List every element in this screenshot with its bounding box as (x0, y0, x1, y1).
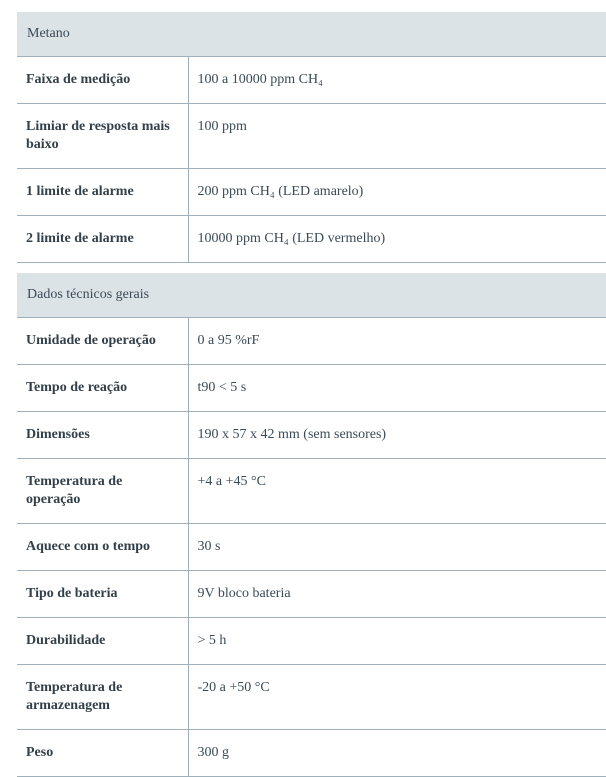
row-label: Tipo de bateria (17, 571, 188, 618)
row-value: 0 a 95 %rF (188, 318, 606, 365)
row-label: 1 limite de alarme (17, 169, 188, 216)
section-title: Metano (17, 12, 606, 57)
table-row (17, 730, 606, 777)
row-label: Dimensões (17, 412, 188, 459)
row-label: Faixa de medição (17, 57, 188, 104)
table-row (17, 665, 606, 730)
table-row (17, 524, 606, 571)
row-value: 30 s (188, 524, 606, 571)
row-value: +4 a +45 °C (188, 459, 606, 524)
spec-table-methane (17, 12, 606, 263)
row-value: 100 ppm (188, 104, 606, 169)
row-value: t90 < 5 s (188, 365, 606, 412)
section-title: Dados técnicos gerais (17, 273, 606, 318)
row-value: 10000 ppm CH₄ (LED vermelho) (188, 216, 606, 263)
table-row (17, 104, 606, 169)
spec-table-general (17, 273, 606, 777)
row-value: > 5 h (188, 618, 606, 665)
table-row (17, 571, 606, 618)
table-row (17, 618, 606, 665)
row-value: 9V bloco bateria (188, 571, 606, 618)
table-row (17, 365, 606, 412)
row-value: 300 g (188, 730, 606, 777)
row-label: Aquece com o tempo (17, 524, 188, 571)
row-value: 200 ppm CH₄ (LED amarelo) (188, 169, 606, 216)
row-label: Durabilidade (17, 618, 188, 665)
table-row (17, 412, 606, 459)
row-label: Temperatura de armazenagem (17, 665, 188, 730)
row-label: Limiar de resposta mais baixo (17, 104, 188, 169)
row-value: -20 a +50 °C (188, 665, 606, 730)
row-label: Temperatura de operação (17, 459, 188, 524)
table-row (17, 318, 606, 365)
row-label: Umidade de operação (17, 318, 188, 365)
table-row (17, 57, 606, 104)
table-row (17, 459, 606, 524)
row-label: Tempo de reação (17, 365, 188, 412)
row-label: 2 limite de alarme (17, 216, 188, 263)
row-value: 190 x 57 x 42 mm (sem sensores) (188, 412, 606, 459)
table-row (17, 169, 606, 216)
row-value: 100 a 10000 ppm CH₄ (188, 57, 606, 104)
section-header-row (17, 12, 606, 57)
row-label: Peso (17, 730, 188, 777)
section-header-row (17, 273, 606, 318)
table-row (17, 216, 606, 263)
